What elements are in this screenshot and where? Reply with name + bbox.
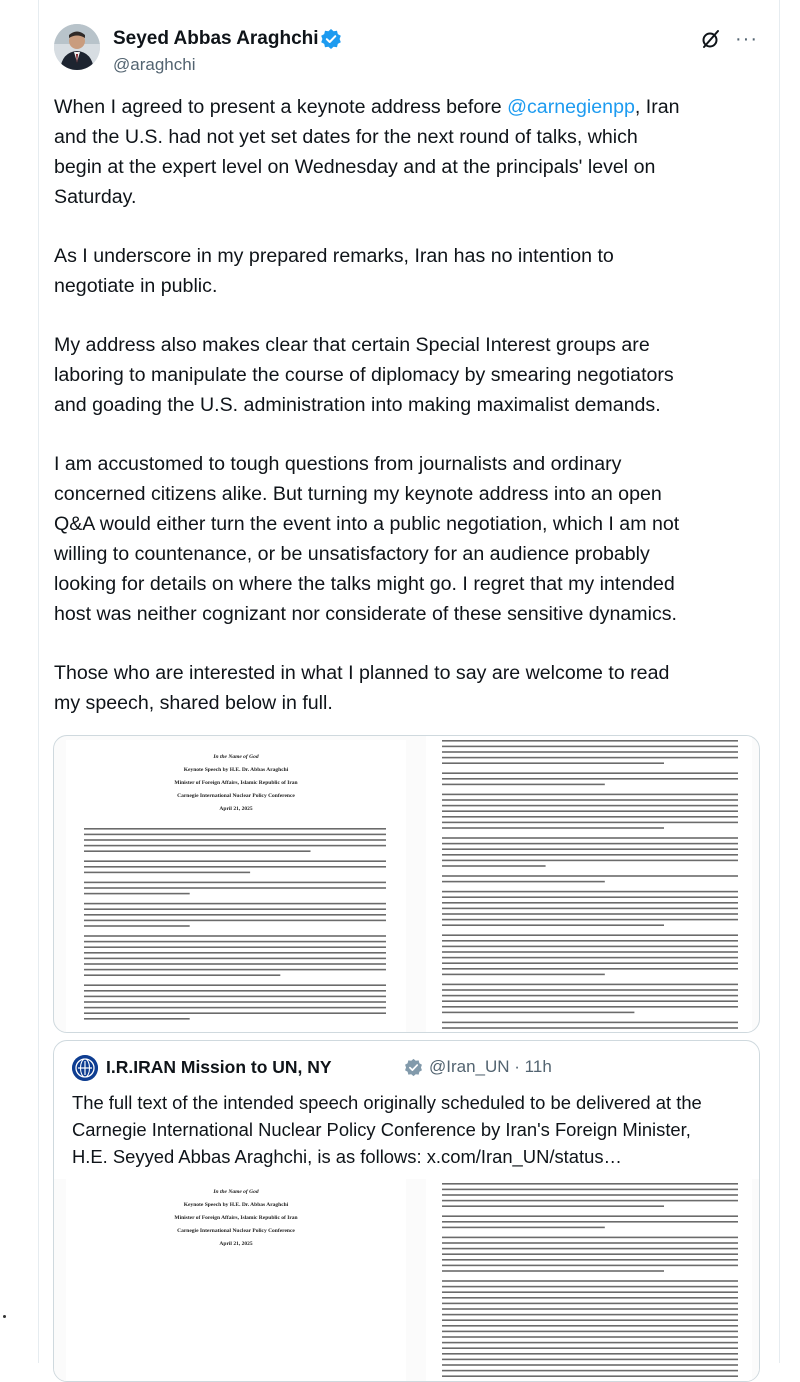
doc-text-line — [84, 872, 250, 874]
tweet-paragraph: My address also makes clear that certain Special Interest groups are laboring to manipulate the course of diplomacy by smearing negotiators and goading the U.S. administration into making maximalist demands. — [54, 334, 674, 416]
doc-text-line — [442, 822, 738, 824]
doc-text-line — [442, 1215, 738, 1217]
doc-text-line — [84, 941, 386, 943]
quoted-doc-heading-line: April 21, 2025 — [219, 1241, 253, 1247]
speech-document-image[interactable] — [53, 735, 760, 1033]
tweet-paragraph: As I underscore in my prepared remarks, Iran has no intention to negotiate in public. — [54, 245, 614, 297]
doc-text-line — [84, 893, 190, 895]
doc-text-line — [442, 1331, 738, 1333]
doc-text-line — [442, 1259, 738, 1261]
doc-text-line — [442, 902, 738, 904]
doc-text-line — [442, 995, 738, 997]
doc-text-line — [442, 896, 738, 898]
doc-text-line — [84, 1018, 190, 1020]
doc-text-line — [84, 974, 280, 976]
doc-text-line — [84, 925, 190, 927]
quoted-doc-heading-line: In the Name of God — [213, 1189, 259, 1195]
doc-text-line — [84, 908, 386, 910]
quoted-tweet-text: The full text of the intended speech originally scheduled to be delivered at the Carnegie International Nuclear Policy Conference by Iran's Foreign Minister, H.E. Seyyed Abbas Araghchi, is as follows: x.com/Iran_UN/status… — [72, 1092, 702, 1167]
doc-text-line — [442, 794, 738, 796]
doc-text-line — [442, 1364, 738, 1366]
doc-text-line — [442, 1183, 738, 1185]
doc-text-line — [442, 740, 738, 742]
doc-text-line — [442, 1308, 738, 1310]
quoted-doc-heading-line: Minister of Foreign Affairs, Islamic Republic of Iran — [174, 1215, 298, 1221]
doc-text-line — [84, 996, 386, 998]
author-handle[interactable]: @araghchi — [113, 55, 196, 74]
doc-text-line — [84, 845, 386, 847]
doc-text-line — [442, 1342, 738, 1344]
quoted-document-image[interactable] — [54, 1179, 759, 1381]
author-name[interactable]: Seyed Abbas Araghchi — [113, 28, 319, 49]
doc-text-line — [442, 1291, 738, 1293]
doc-heading-line: In the Name of God — [213, 754, 259, 760]
doc-text-line — [84, 952, 386, 954]
doc-text-line — [84, 984, 386, 986]
doc-text-line — [442, 778, 738, 780]
doc-text-line — [84, 866, 386, 868]
doc-text-line — [84, 834, 386, 836]
doc-text-line — [442, 810, 738, 812]
doc-text-line — [442, 891, 738, 893]
doc-text-line — [442, 913, 738, 915]
doc-text-line — [442, 805, 738, 807]
doc-text-line — [442, 974, 605, 976]
doc-text-line — [84, 1001, 386, 1003]
doc-text-line — [84, 882, 386, 884]
doc-heading-line: April 21, 2025 — [219, 806, 253, 812]
doc-text-line — [84, 963, 386, 965]
doc-text-line — [442, 751, 738, 753]
doc-text-line — [442, 772, 738, 774]
quoted-handle-time[interactable]: @Iran_UN · 11h — [429, 1057, 552, 1076]
doc-text-line — [442, 919, 738, 921]
doc-text-line — [442, 1194, 738, 1196]
doc-text-line — [442, 865, 546, 867]
doc-text-line — [442, 1221, 738, 1223]
doc-text-line — [442, 1319, 738, 1321]
doc-text-line — [84, 860, 386, 862]
quoted-avatar[interactable] — [72, 1055, 98, 1081]
doc-text-line — [442, 1248, 738, 1250]
doc-heading-line: Carnegie International Nuclear Policy Conference — [177, 793, 295, 799]
doc-text-line — [442, 934, 738, 936]
doc-text-line — [442, 1314, 738, 1316]
doc-text-line — [442, 1227, 605, 1229]
doc-text-line — [442, 827, 664, 829]
doc-text-line — [442, 1353, 738, 1355]
doc-text-line — [84, 1012, 386, 1014]
doc-text-line — [442, 848, 738, 850]
tweet-paragraph: Those who are interested in what I planned to say are welcome to read my speech, shared below in full. — [54, 662, 670, 714]
gray-verified-badge-icon — [404, 1058, 423, 1077]
mention-link[interactable]: @carnegienpp — [507, 96, 635, 118]
doc-text-line — [442, 1012, 634, 1014]
doc-text-line — [442, 881, 605, 883]
doc-text-line — [442, 1359, 738, 1361]
doc-text-line — [84, 969, 386, 971]
doc-text-line — [442, 951, 738, 953]
doc-text-line — [442, 1237, 738, 1239]
doc-text-line — [442, 908, 738, 910]
verified-badge-icon — [320, 28, 342, 50]
doc-text-line — [442, 1303, 738, 1305]
doc-text-line — [442, 989, 738, 991]
doc-text-line — [442, 762, 664, 764]
doc-text-line — [442, 984, 738, 986]
quoted-author-name[interactable]: I.R.IRAN Mission to UN, NY — [106, 1057, 332, 1077]
doc-text-line — [84, 920, 386, 922]
doc-text-line — [442, 746, 738, 748]
grok-icon[interactable] — [700, 28, 722, 50]
doc-text-line — [84, 903, 386, 905]
tweet-text — [54, 92, 754, 747]
doc-text-line — [442, 837, 738, 839]
doc-text-line — [442, 799, 738, 801]
doc-text-line — [442, 962, 738, 964]
doc-text-line — [84, 839, 386, 841]
quoted-doc-heading-line: Keynote Speech by H.E. Dr. Abbas Araghchi — [183, 1202, 289, 1208]
doc-text-line — [442, 1253, 738, 1255]
doc-text-line — [442, 784, 605, 786]
quoted-document-preview — [54, 1179, 759, 1381]
doc-heading-line: Minister of Foreign Affairs, Islamic Republic of Iran — [174, 780, 298, 786]
author-avatar[interactable] — [54, 24, 100, 70]
doc-text-line — [84, 958, 386, 960]
tweet-paragraph: When I agreed to present a keynote address before @carnegienpp, Iran and the U.S. had not yet set dates for the next round of talks, which begin at the expert level on Wednesday and at the principals' level on Saturday. — [54, 96, 680, 208]
doc-text-line — [442, 940, 738, 942]
doc-text-line — [84, 914, 386, 916]
doc-heading-line: Keynote Speech by H.E. Dr. Abbas Araghchi — [183, 767, 289, 773]
doc-text-line — [442, 1347, 738, 1349]
doc-text-line — [442, 1189, 738, 1191]
more-options-icon[interactable]: ··· — [735, 28, 758, 50]
doc-text-line — [442, 1265, 738, 1267]
doc-text-line — [84, 850, 311, 852]
quoted-doc-heading-line: Carnegie International Nuclear Policy Conference — [177, 1228, 295, 1234]
doc-text-line — [442, 1297, 738, 1299]
tweet-paragraph: I am accustomed to tough questions from journalists and ordinary concerned citizens alike. But turning my keynote address into an open Q&A would either turn the event into a public negotiation, which I am not willing to countenance, or be unsatisfactory for an audience probably looking for details on where the talks might go. I regret that my intended host was neither cognizant nor considerate of these sensitive dynamics. — [54, 453, 680, 625]
doc-text-line — [442, 924, 664, 926]
doc-text-line — [442, 1375, 738, 1377]
quoted-tweet[interactable] — [53, 1040, 760, 1382]
doc-text-line — [84, 990, 386, 992]
doc-text-line — [442, 1027, 738, 1029]
doc-text-line — [442, 957, 738, 959]
doc-text-line — [84, 887, 386, 889]
doc-text-line — [442, 968, 738, 970]
doc-text-line — [442, 843, 738, 845]
doc-text-line — [442, 1280, 738, 1282]
doc-text-line — [442, 860, 738, 862]
doc-text-line — [84, 1007, 386, 1009]
doc-text-line — [442, 1022, 738, 1024]
doc-text-line — [442, 816, 738, 818]
doc-text-line — [84, 946, 386, 948]
doc-text-line — [442, 854, 738, 856]
doc-text-line — [84, 935, 386, 937]
doc-text-line — [442, 1336, 738, 1338]
doc-text-line — [442, 1325, 738, 1327]
doc-text-line — [442, 1006, 738, 1008]
doc-text-line — [442, 1270, 664, 1272]
doc-text-line — [442, 1205, 664, 1207]
doc-text-line — [442, 1000, 738, 1002]
doc-text-line — [442, 1242, 738, 1244]
doc-text-line — [442, 946, 738, 948]
doc-text-line — [442, 1286, 738, 1288]
doc-text-line — [442, 1200, 738, 1202]
document-preview — [54, 736, 759, 1032]
doc-text-line — [442, 757, 738, 759]
doc-text-line — [84, 828, 386, 830]
doc-text-line — [442, 1370, 738, 1372]
stray-dot — [3, 1315, 6, 1318]
doc-text-line — [442, 875, 738, 877]
